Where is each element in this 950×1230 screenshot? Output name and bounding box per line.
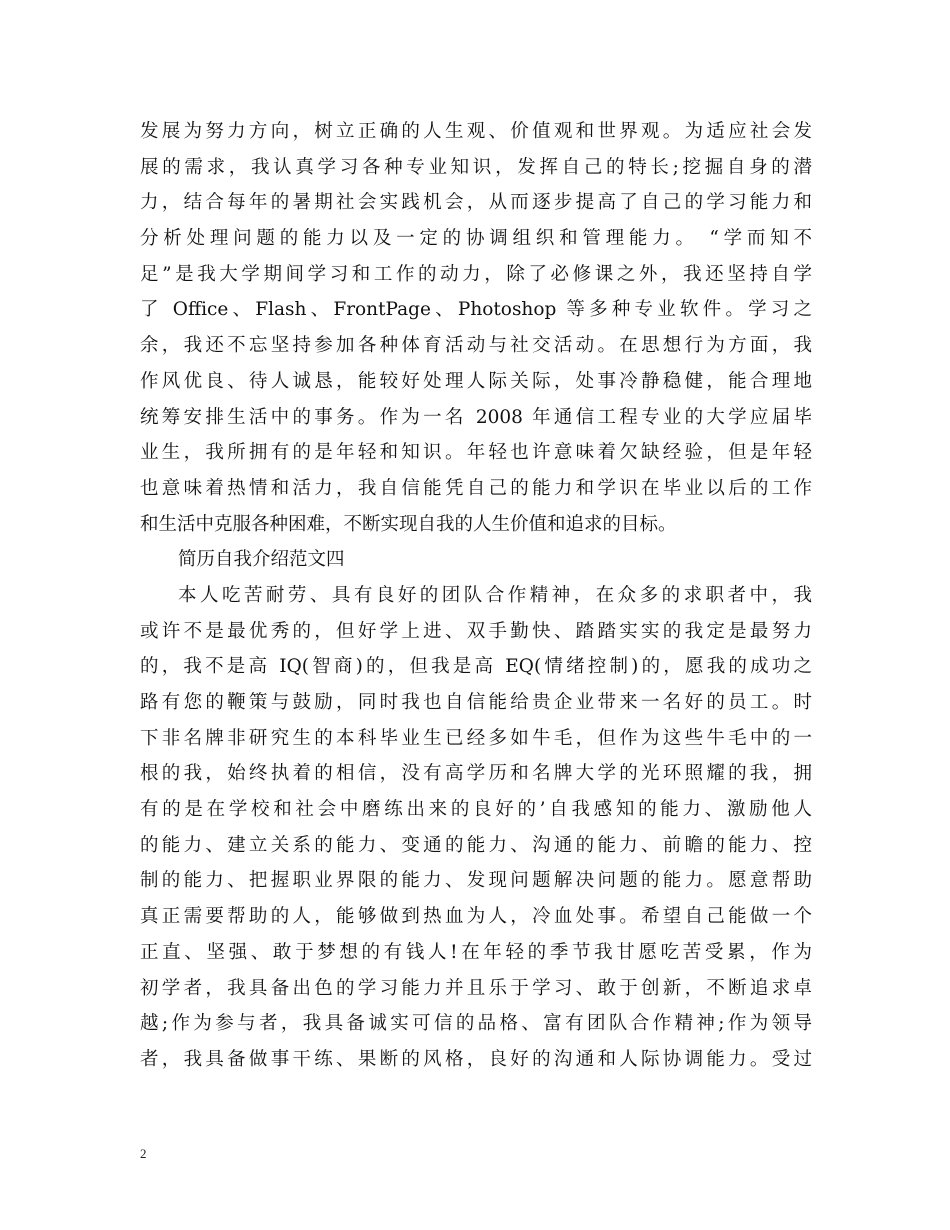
text-line: 余，我还不忘坚持参加各种体育活动与社交活动。在思想行为方面，我	[140, 335, 812, 357]
text-line: 或许不是最优秀的，但好学上进、双手勤快、踏踏实实的我定是最努力	[140, 620, 812, 642]
text-line: 作风优良、待人诚恳，能较好处理人际关际，处事冷静稳健，能合理地	[140, 370, 812, 392]
text-line: 下非名牌非研究生的本科毕业生已经多如牛毛，但作为这些牛毛中的一	[140, 727, 812, 749]
text-line: 发展为努力方向，树立正确的人生观、价值观和世界观。为适应社会发	[140, 121, 812, 142]
text-line: 也意味着热情和活力，我自信能凭自己的能力和学识在毕业以后的工作	[140, 477, 812, 499]
text-line: 初学者，我具备出色的学习能力并且乐于学习、敢于创新，不断追求卓	[140, 977, 812, 999]
text-line: 展的需求，我认真学习各种专业知识，发挥自己的特长;挖掘自身的潜	[140, 156, 812, 178]
text-line: 足”是我大学期间学习和工作的动力，除了必修课之外，我还坚持自学	[140, 263, 812, 285]
text-line: 制的能力、把握职业界限的能力、发现问题解决问题的能力。愿意帮助	[140, 870, 812, 892]
text-line: 正直、坚强、敢于梦想的有钱人!在年轻的季节我甘愿吃苦受累，作为	[140, 941, 812, 963]
text-line: 和生活中克服各种困难，不断实现自我的人生价值和追求的目标。	[140, 513, 677, 535]
text-line: 者，我具备做事干练、果断的风格，良好的沟通和人际协调能力。受过	[140, 1048, 812, 1070]
text-line: 了 Office、Flash、FrontPage、Photoshop 等多种专业软件。学习之	[140, 299, 812, 321]
text-line: 业生，我所拥有的是年轻和知识。年轻也许意味着欠缺经验，但是年轻	[140, 442, 812, 464]
section-heading: 简历自我介绍范文四	[178, 549, 345, 571]
text-line: 有的是在学校和社会中磨练出来的良好的’自我感知的能力、激励他人	[140, 799, 812, 821]
text-line: 根的我，始终执着的相信，没有高学历和名牌大学的光环照耀的我，拥	[140, 763, 812, 785]
body-text	[140, 114, 812, 1078]
text-line: 路有您的鞭策与鼓励，同时我也自信能给贵企业带来一名好的员工。时	[140, 692, 812, 713]
text-line: 的，我不是高 IQ(智商)的，但我是高 EQ(情绪控制)的，愿我的成功之	[140, 656, 812, 678]
text-line: 越;作为参与者，我具备诚实可信的品格、富有团队合作精神;作为领导	[140, 1013, 812, 1035]
text-line: 本人吃苦耐劳、具有良好的团队合作精神，在众多的求职者中，我	[178, 584, 812, 606]
page-number: 2	[140, 1146, 147, 1161]
text-line: 真正需要帮助的人，能够做到热血为人，冷血处事。希望自己能做一个	[140, 906, 812, 928]
text-line: 统筹安排生活中的事务。作为一名 2008 年通信工程专业的大学应届毕	[140, 406, 812, 428]
text-line: 的能力、建立关系的能力、变通的能力、沟通的能力、前瞻的能力、控	[140, 834, 812, 856]
text-line: 力，结合每年的暑期社会实践机会，从而逐步提高了自己的学习能力和	[140, 192, 812, 214]
text-line: 分析处理问题的能力以及一定的协调组织和管理能力。 “学而知不	[140, 228, 812, 250]
